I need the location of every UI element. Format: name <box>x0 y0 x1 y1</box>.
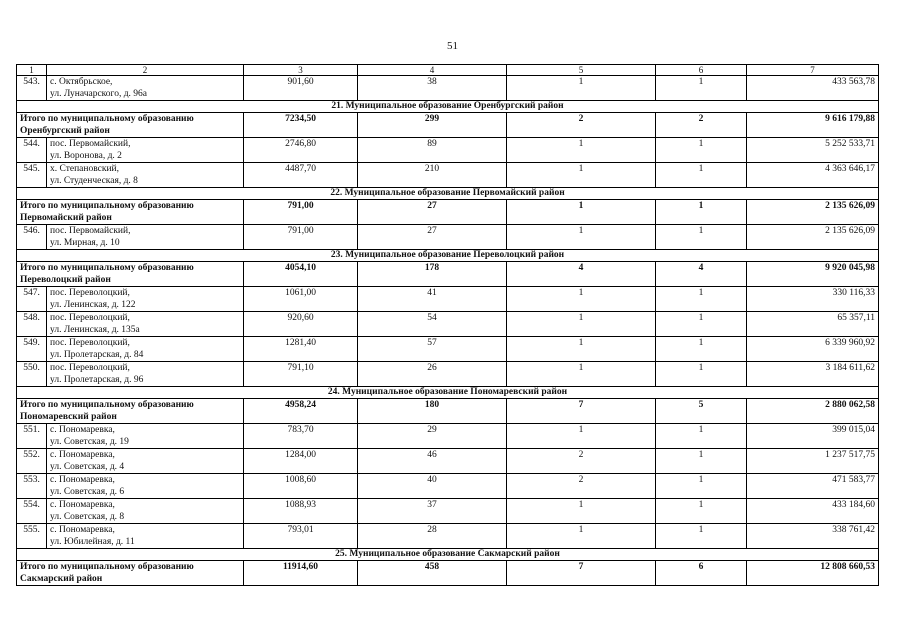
cost: 2 135 626,09 <box>747 225 879 250</box>
address-line-1: пос. Переволоцкий, <box>50 288 130 298</box>
col-5-value: 1 <box>507 312 656 337</box>
section-header-row <box>17 549 879 561</box>
address-line-1: с. Пономаревка, <box>50 525 115 535</box>
col-5-value: 1 <box>507 337 656 362</box>
col-6-value: 1 <box>656 287 747 312</box>
area: 1088,93 <box>244 499 358 524</box>
row-number: 545. <box>17 163 47 188</box>
residents: 89 <box>358 138 507 163</box>
total-label-line-1: Итого по муниципальному образованию <box>20 114 194 124</box>
cost: 65 357,11 <box>747 312 879 337</box>
residents: 28 <box>358 524 507 549</box>
district-total-row <box>17 561 879 586</box>
table-row <box>17 287 879 312</box>
table-row <box>17 499 879 524</box>
section-header-row <box>17 101 879 113</box>
column-header: 5 <box>507 65 656 76</box>
col-5-value: 1 <box>507 287 656 312</box>
col-6-value: 1 <box>656 474 747 499</box>
cost: 4 363 646,17 <box>747 163 879 188</box>
table-row <box>17 225 879 250</box>
address-line-2: ул. Ленинская, д. 135а <box>50 325 140 335</box>
area: 2746,80 <box>244 138 358 163</box>
total-col-6: 6 <box>656 561 747 586</box>
total-label <box>17 399 244 424</box>
total-area: 7234,50 <box>244 113 358 138</box>
col-5-value: 1 <box>507 225 656 250</box>
table-body <box>17 76 879 586</box>
col-6-value: 1 <box>656 163 747 188</box>
residents: 27 <box>358 225 507 250</box>
col-6-value: 1 <box>656 312 747 337</box>
column-header: 4 <box>358 65 507 76</box>
total-col-5: 7 <box>507 399 656 424</box>
residents: 46 <box>358 449 507 474</box>
area: 791,10 <box>244 362 358 387</box>
residents: 210 <box>358 163 507 188</box>
residents: 38 <box>358 76 507 101</box>
total-label-line-1: Итого по муниципальному образованию <box>20 562 194 572</box>
register-table <box>16 64 879 586</box>
address-line-2: ул. Луначарского, д. 96а <box>50 89 148 99</box>
address-line-2: ул. Студенческая, д. 8 <box>50 176 138 186</box>
residents: 54 <box>358 312 507 337</box>
col-6-value: 1 <box>656 362 747 387</box>
col-6-value: 1 <box>656 449 747 474</box>
total-area: 4958,24 <box>244 399 358 424</box>
cost: 433 184,60 <box>747 499 879 524</box>
col-6-value: 1 <box>656 138 747 163</box>
col-6-value: 1 <box>656 337 747 362</box>
total-cost: 2 880 062,58 <box>747 399 879 424</box>
address-line-1: пос. Переволоцкий, <box>50 313 130 323</box>
cost: 471 583,77 <box>747 474 879 499</box>
area: 920,60 <box>244 312 358 337</box>
col-6-value: 1 <box>656 424 747 449</box>
address-line-2: ул. Мирная, д. 10 <box>50 238 120 248</box>
address <box>47 474 244 499</box>
total-col-6: 4 <box>656 262 747 287</box>
total-label-line-1: Итого по муниципальному образованию <box>20 400 194 410</box>
total-residents: 178 <box>358 262 507 287</box>
column-header: 7 <box>747 65 879 76</box>
address <box>47 362 244 387</box>
table-row <box>17 312 879 337</box>
section-title: 24. Муниципальное образование Пономаревский район <box>17 387 879 399</box>
total-label <box>17 262 244 287</box>
area: 901,60 <box>244 76 358 101</box>
col-5-value: 1 <box>507 76 656 101</box>
section-header-row <box>17 250 879 262</box>
address <box>47 287 244 312</box>
area: 1061,00 <box>244 287 358 312</box>
address <box>47 163 244 188</box>
total-label <box>17 113 244 138</box>
address-line-2: ул. Юбилейная, д. 11 <box>50 537 135 547</box>
address <box>47 312 244 337</box>
col-5-value: 1 <box>507 163 656 188</box>
address-line-1: с. Пономаревка, <box>50 425 115 435</box>
district-total-row <box>17 399 879 424</box>
page-number: 51 <box>447 40 458 52</box>
row-number: 553. <box>17 474 47 499</box>
total-residents: 180 <box>358 399 507 424</box>
area: 1284,00 <box>244 449 358 474</box>
column-number-header <box>17 65 879 76</box>
cost: 338 761,42 <box>747 524 879 549</box>
address-line-1: с. Пономаревка, <box>50 475 115 485</box>
total-col-5: 4 <box>507 262 656 287</box>
address-line-2: ул. Советская, д. 8 <box>50 512 125 522</box>
col-6-value: 1 <box>656 499 747 524</box>
address-line-2: ул. Советская, д. 4 <box>50 462 125 472</box>
address-line-1: с. Пономаревка, <box>50 500 115 510</box>
row-number: 554. <box>17 499 47 524</box>
cost: 5 252 533,71 <box>747 138 879 163</box>
column-header: 1 <box>17 65 47 76</box>
area: 791,00 <box>244 225 358 250</box>
address-line-1: с. Октябрьское, <box>50 77 113 87</box>
total-label-line-1: Итого по муниципальному образованию <box>20 201 194 211</box>
column-header: 3 <box>244 65 358 76</box>
district-total-row <box>17 200 879 225</box>
column-header: 2 <box>47 65 244 76</box>
area: 4487,70 <box>244 163 358 188</box>
col-5-value: 1 <box>507 138 656 163</box>
row-number: 544. <box>17 138 47 163</box>
section-header-row <box>17 188 879 200</box>
table-row <box>17 449 879 474</box>
address-line-2: ул. Советская, д. 19 <box>50 437 129 447</box>
total-residents: 299 <box>358 113 507 138</box>
row-number: 548. <box>17 312 47 337</box>
total-label-line-2: Переволоцкий район <box>20 275 111 285</box>
address-line-2: ул. Воронова, д. 2 <box>50 151 122 161</box>
total-label <box>17 561 244 586</box>
col-6-value: 1 <box>656 76 747 101</box>
total-label-line-1: Итого по муниципальному образованию <box>20 263 194 273</box>
area: 1281,40 <box>244 337 358 362</box>
col-5-value: 1 <box>507 524 656 549</box>
area: 1008,60 <box>244 474 358 499</box>
row-number: 555. <box>17 524 47 549</box>
address-line-2: ул. Пролетарская, д. 84 <box>50 350 144 360</box>
total-label <box>17 200 244 225</box>
col-6-value: 1 <box>656 225 747 250</box>
total-label-line-2: Пономаревский район <box>20 412 117 422</box>
total-area: 11914,60 <box>244 561 358 586</box>
address <box>47 424 244 449</box>
total-label-line-2: Сакмарский район <box>20 574 103 584</box>
total-cost: 12 808 660,53 <box>747 561 879 586</box>
residents: 26 <box>358 362 507 387</box>
row-number: 552. <box>17 449 47 474</box>
col-5-value: 2 <box>507 449 656 474</box>
district-total-row <box>17 262 879 287</box>
table-row <box>17 524 879 549</box>
address-line-1: пос. Переволоцкий, <box>50 338 130 348</box>
section-header-row <box>17 387 879 399</box>
residents: 29 <box>358 424 507 449</box>
address-line-2: ул. Советская, д. 6 <box>50 487 125 497</box>
table-row <box>17 138 879 163</box>
address-line-2: ул. Ленинская, д. 122 <box>50 300 136 310</box>
cost: 1 237 517,75 <box>747 449 879 474</box>
residents: 57 <box>358 337 507 362</box>
total-cost: 2 135 626,09 <box>747 200 879 225</box>
address-line-1: х. Степановский, <box>50 164 120 174</box>
total-col-5: 2 <box>507 113 656 138</box>
address-line-1: с. Пономаревка, <box>50 450 115 460</box>
address <box>47 225 244 250</box>
total-col-6: 2 <box>656 113 747 138</box>
residents: 41 <box>358 287 507 312</box>
address <box>47 449 244 474</box>
col-5-value: 2 <box>507 474 656 499</box>
section-title: 22. Муниципальное образование Первомайский район <box>17 188 879 200</box>
address <box>47 499 244 524</box>
row-number: 543. <box>17 76 47 101</box>
row-number: 551. <box>17 424 47 449</box>
section-title: 23. Муниципальное образование Переволоцкий район <box>17 250 879 262</box>
cost: 330 116,33 <box>747 287 879 312</box>
table-row <box>17 362 879 387</box>
total-cost: 9 616 179,88 <box>747 113 879 138</box>
section-title: 25. Муниципальное образование Сакмарский район <box>17 549 879 561</box>
table-row <box>17 424 879 449</box>
table-row <box>17 76 879 101</box>
row-number: 550. <box>17 362 47 387</box>
total-label-line-2: Оренбургский район <box>20 126 110 136</box>
address-line-1: пос. Переволоцкий, <box>50 363 130 373</box>
address-line-1: пос. Первомайский, <box>50 226 131 236</box>
total-cost: 9 920 045,98 <box>747 262 879 287</box>
total-col-6: 1 <box>656 200 747 225</box>
cost: 6 339 960,92 <box>747 337 879 362</box>
district-total-row <box>17 113 879 138</box>
total-col-5: 1 <box>507 200 656 225</box>
row-number: 546. <box>17 225 47 250</box>
total-area: 4054,10 <box>244 262 358 287</box>
area: 793,01 <box>244 524 358 549</box>
total-col-5: 7 <box>507 561 656 586</box>
section-title: 21. Муниципальное образование Оренбургский район <box>17 101 879 113</box>
row-number: 549. <box>17 337 47 362</box>
area: 783,70 <box>244 424 358 449</box>
residents: 37 <box>358 499 507 524</box>
address <box>47 76 244 101</box>
table-row <box>17 337 879 362</box>
address <box>47 337 244 362</box>
row-number: 547. <box>17 287 47 312</box>
col-6-value: 1 <box>656 524 747 549</box>
column-header: 6 <box>656 65 747 76</box>
cost: 433 563,78 <box>747 76 879 101</box>
address <box>47 138 244 163</box>
address-line-1: пос. Первомайский, <box>50 139 131 149</box>
col-5-value: 1 <box>507 362 656 387</box>
total-residents: 458 <box>358 561 507 586</box>
residents: 40 <box>358 474 507 499</box>
table-row <box>17 474 879 499</box>
address-line-2: ул. Пролетарская, д. 96 <box>50 375 144 385</box>
table-row <box>17 163 879 188</box>
cost: 399 015,04 <box>747 424 879 449</box>
col-5-value: 1 <box>507 424 656 449</box>
total-residents: 27 <box>358 200 507 225</box>
col-5-value: 1 <box>507 499 656 524</box>
total-area: 791,00 <box>244 200 358 225</box>
total-label-line-2: Первомайский район <box>20 213 112 223</box>
address <box>47 524 244 549</box>
cost: 3 184 611,62 <box>747 362 879 387</box>
total-col-6: 5 <box>656 399 747 424</box>
